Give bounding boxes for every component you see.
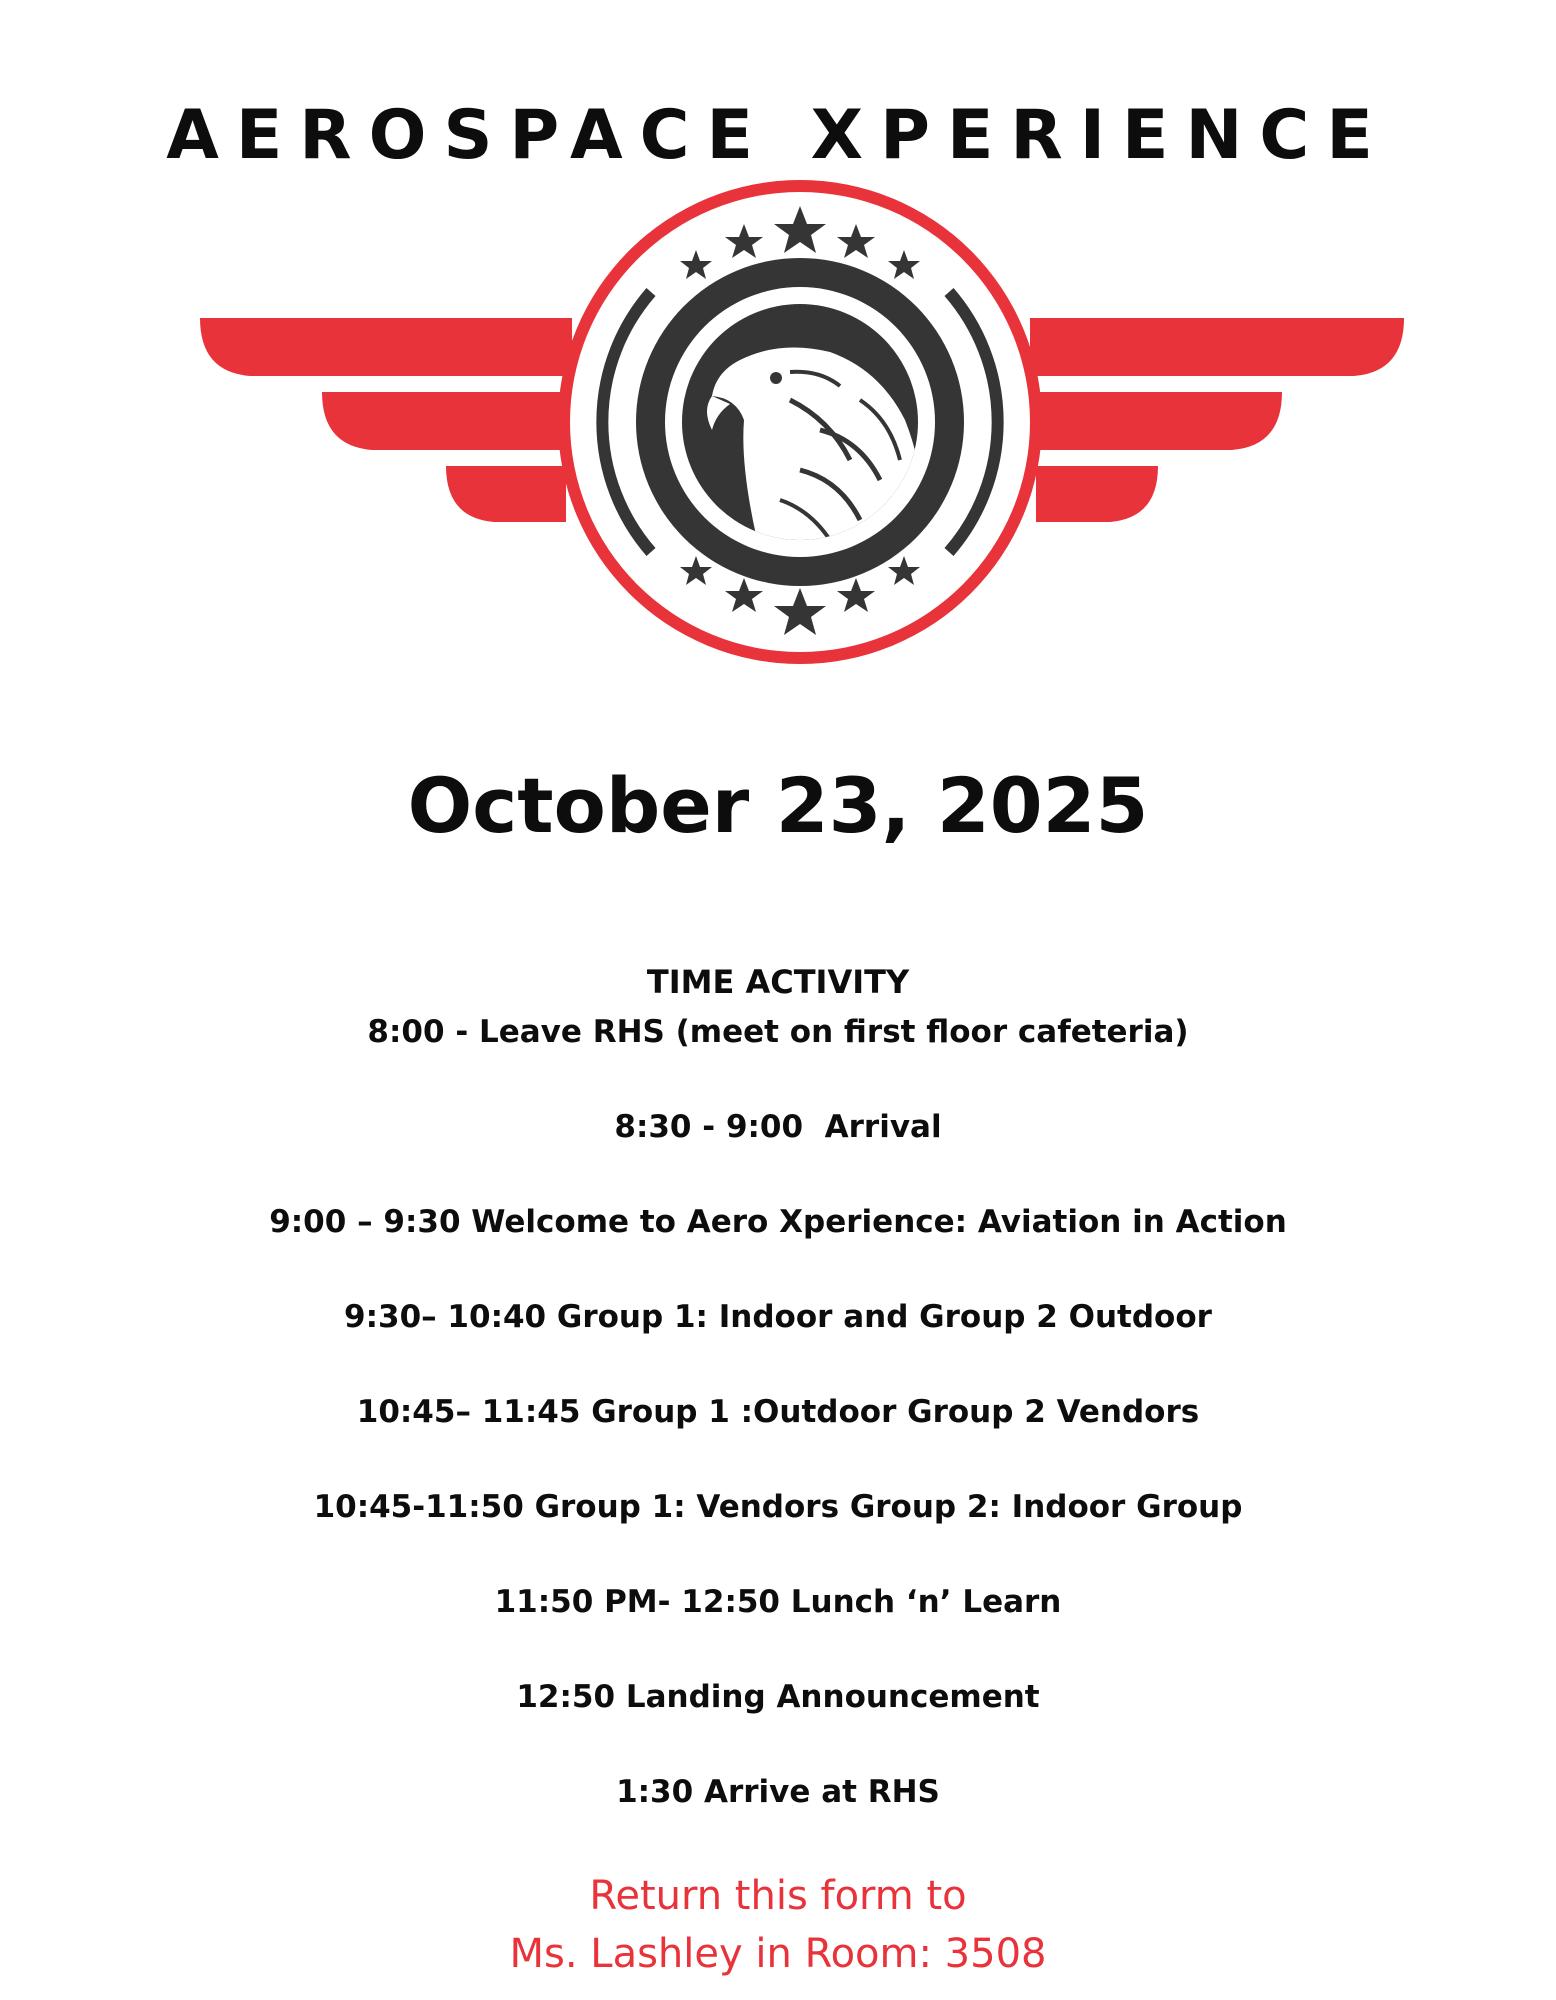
page-title: AEROSPACE XPERIENCE bbox=[166, 96, 1390, 175]
schedule-item: 10:45– 11:45 Group 1 :Outdoor Group 2 Vendors bbox=[356, 1394, 1200, 1430]
schedule-item: 12:50 Landing Announcement bbox=[516, 1679, 1040, 1715]
schedule-item: 8:00 - Leave RHS (meet on first floor cafeteria) bbox=[367, 1014, 1189, 1050]
return-note-line-1: Return this form to bbox=[589, 1873, 967, 1919]
return-note-line-2: Ms. Lashley in Room: 3508 bbox=[509, 1931, 1047, 1977]
schedule-item: 1:30 Arrive at RHS bbox=[616, 1774, 940, 1810]
schedule-item: 9:30– 10:40 Group 1: Indoor and Group 2 Outdoor bbox=[344, 1299, 1212, 1335]
schedule-item: 10:45-11:50 Group 1: Vendors Group 2: Indoor Group bbox=[313, 1489, 1243, 1525]
eagle-wings-logo-icon bbox=[0, 178, 1556, 678]
schedule-item: 8:30 - 9:00 Arrival bbox=[614, 1109, 942, 1145]
event-date: October 23, 2025 bbox=[407, 761, 1149, 850]
schedule-item: 11:50 PM- 12:50 Lunch ‘n’ Learn bbox=[494, 1584, 1062, 1620]
schedule-header: TIME ACTIVITY bbox=[646, 963, 910, 1001]
schedule-item: 9:00 – 9:30 Welcome to Aero Xperience: Aviation in Action bbox=[269, 1204, 1287, 1240]
left-wing-icon bbox=[200, 318, 572, 522]
right-wing-icon bbox=[1030, 318, 1404, 522]
